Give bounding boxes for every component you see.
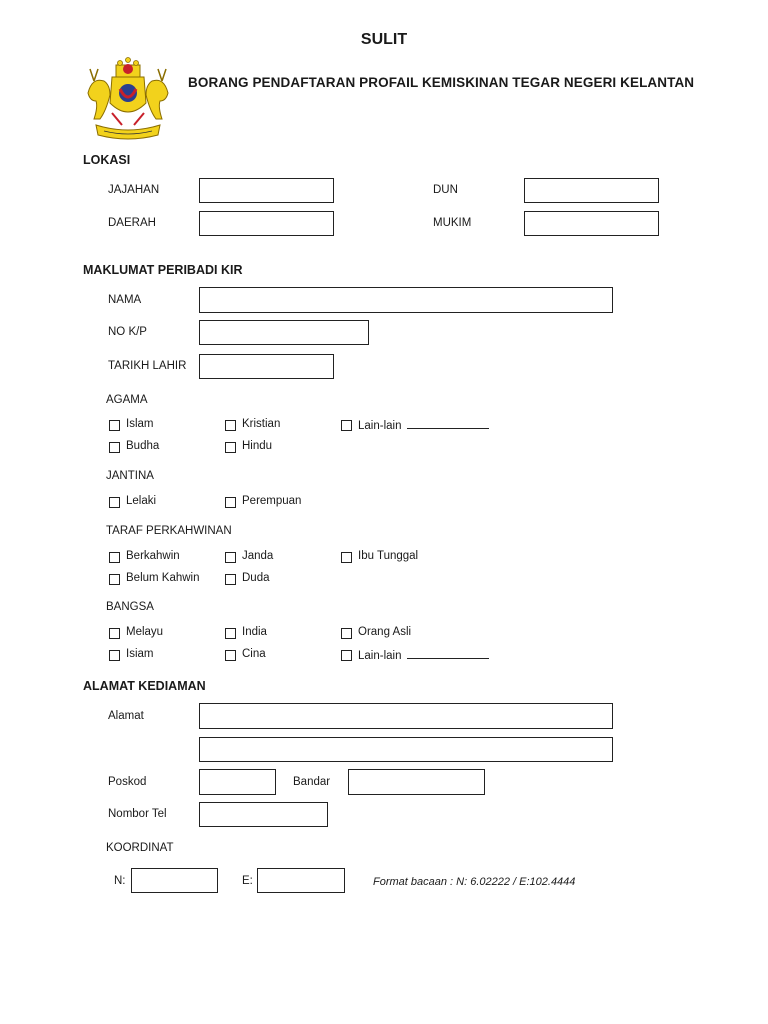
bandar-label: Bandar	[293, 776, 331, 788]
jantina-lelaki-label: Lelaki	[126, 495, 157, 507]
agama-islam-checkbox[interactable]	[109, 420, 120, 431]
nokp-label: NO K/P	[108, 326, 147, 338]
taraf-janda-label: Janda	[242, 550, 274, 562]
kelantan-crest-icon	[82, 55, 174, 141]
classification-label: SULIT	[360, 31, 408, 48]
nombor-tel-label: Nombor Tel	[108, 808, 167, 820]
poskod-label: Poskod	[108, 776, 147, 788]
taraf-berkahwin-checkbox[interactable]	[109, 552, 120, 563]
bangsa-india-label: India	[242, 626, 267, 638]
agama-lain-text	[358, 418, 489, 432]
tarikh-lahir-field[interactable]	[199, 354, 334, 379]
bangsa-label: BANGSA	[106, 601, 154, 613]
bangsa-cina-checkbox[interactable]	[225, 650, 236, 661]
nombor-tel-field[interactable]	[199, 802, 328, 827]
mukim-field[interactable]	[524, 211, 659, 236]
bangsa-lain-label: Lain-lain	[358, 650, 402, 662]
agama-islam-label: Islam	[126, 418, 154, 430]
jantina-perempuan-checkbox[interactable]	[225, 497, 236, 508]
taraf-berkahwin-label: Berkahwin	[126, 550, 180, 562]
format-note: Format bacaan : N: 6.02222 / E:102.4444	[373, 876, 576, 888]
alamat-label: Alamat	[108, 710, 144, 722]
bangsa-india-checkbox[interactable]	[225, 628, 236, 639]
agama-kristian-label: Kristian	[242, 418, 281, 430]
bangsa-melayu-label: Melayu	[126, 626, 164, 638]
taraf-janda-checkbox[interactable]	[225, 552, 236, 563]
bangsa-lain-text	[358, 648, 489, 662]
agama-budha-label: Budha	[126, 440, 160, 452]
bangsa-lain-checkbox[interactable]	[341, 650, 352, 661]
bangsa-lain-blank[interactable]	[407, 648, 489, 659]
agama-lain-checkbox[interactable]	[341, 420, 352, 431]
bandar-field[interactable]	[348, 769, 485, 795]
agama-label: AGAMA	[106, 394, 148, 406]
bangsa-melayu-checkbox[interactable]	[109, 628, 120, 639]
koordinat-n-label: N:	[114, 875, 126, 887]
taraf-belum-kahwin-checkbox[interactable]	[109, 574, 120, 585]
nama-field[interactable]	[199, 287, 613, 313]
koordinat-e-field[interactable]	[257, 868, 345, 893]
daerah-label: DAERAH	[108, 217, 156, 229]
tarikh-lahir-label: TARIKH LAHIR	[108, 360, 187, 372]
koordinat-e-label: E:	[242, 875, 253, 887]
section-heading-alamat: ALAMAT KEDIAMAN	[83, 679, 206, 693]
bangsa-isiam-label: Isiam	[126, 648, 154, 660]
agama-hindu-checkbox[interactable]	[225, 442, 236, 453]
daerah-field[interactable]	[199, 211, 334, 236]
koordinat-label: KOORDINAT	[106, 842, 174, 854]
taraf-duda-checkbox[interactable]	[225, 574, 236, 585]
form-title: BORANG PENDAFTARAN PROFAIL KEMISKINAN TEGAR NEGERI KELANTAN	[188, 75, 695, 90]
alamat-line2-field[interactable]	[199, 737, 613, 762]
taraf-belum-kahwin-label: Belum Kahwin	[126, 572, 200, 584]
jantina-label: JANTINA	[106, 470, 154, 482]
agama-kristian-checkbox[interactable]	[225, 420, 236, 431]
taraf-perkahwinan-label: TARAF PERKAHWINAN	[106, 525, 232, 537]
nokp-field[interactable]	[199, 320, 369, 345]
agama-hindu-label: Hindu	[242, 440, 273, 452]
koordinat-n-field[interactable]	[131, 868, 218, 893]
taraf-duda-label: Duda	[242, 572, 270, 584]
alamat-line1-field[interactable]	[199, 703, 613, 729]
agama-budha-checkbox[interactable]	[109, 442, 120, 453]
nama-label: NAMA	[108, 294, 142, 306]
taraf-ibu-tunggal-checkbox[interactable]	[341, 552, 352, 563]
jajahan-field[interactable]	[199, 178, 334, 203]
jantina-perempuan-label: Perempuan	[242, 495, 302, 507]
taraf-ibu-tunggal-label: Ibu Tunggal	[358, 550, 419, 562]
section-heading-peribadi: MAKLUMAT PERIBADI KIR	[83, 263, 243, 277]
dun-field[interactable]	[524, 178, 659, 203]
jajahan-label: JAJAHAN	[108, 184, 160, 196]
bangsa-orang-asli-label: Orang Asli	[358, 626, 412, 638]
jantina-lelaki-checkbox[interactable]	[109, 497, 120, 508]
section-heading-lokasi: LOKASI	[83, 153, 131, 167]
bangsa-cina-label: Cina	[242, 648, 266, 660]
dun-label: DUN	[433, 184, 458, 196]
bangsa-orang-asli-checkbox[interactable]	[341, 628, 352, 639]
mukim-label: MUKIM	[433, 217, 472, 229]
poskod-field[interactable]	[199, 769, 276, 795]
bangsa-isiam-checkbox[interactable]	[109, 650, 120, 661]
agama-lain-blank[interactable]	[407, 418, 489, 429]
agama-lain-label: Lain-lain	[358, 420, 402, 432]
